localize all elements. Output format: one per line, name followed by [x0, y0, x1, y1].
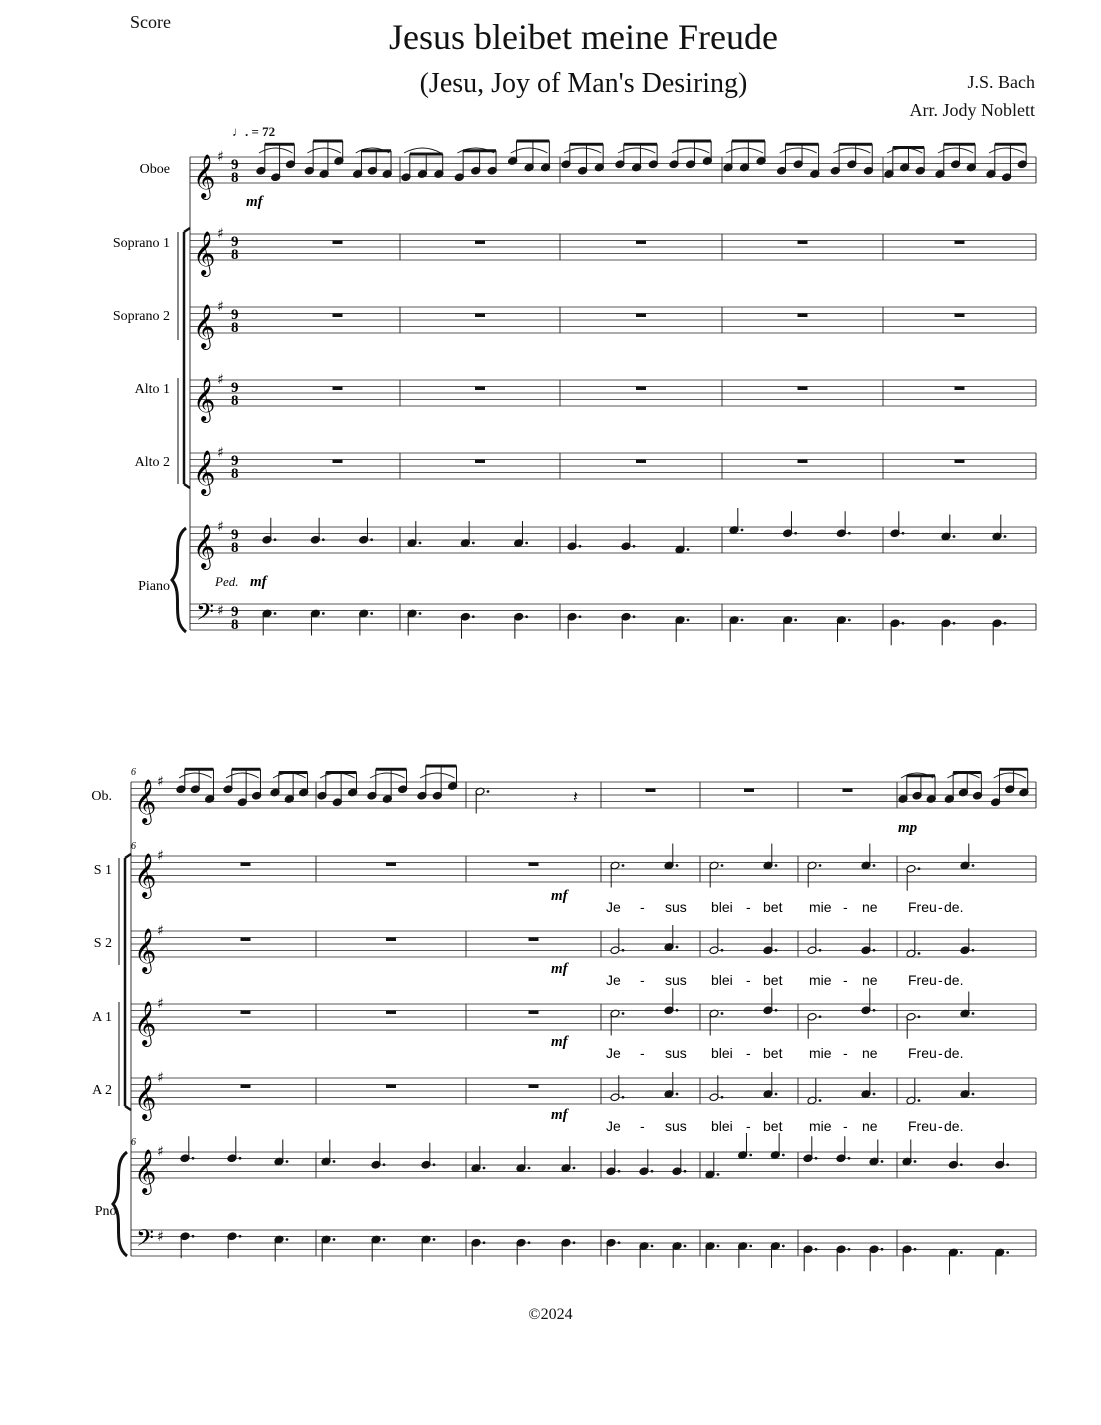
augmentation-dot — [972, 1012, 975, 1015]
lyric-syllable: bet — [763, 1118, 783, 1134]
augmentation-dot — [239, 1157, 242, 1160]
instrument-label: Ob. — [91, 789, 112, 804]
lyric-hyphen: - — [746, 1118, 751, 1134]
augmentation-dot — [192, 1235, 195, 1238]
augmentation-dot — [618, 1170, 621, 1173]
augmentation-dot — [676, 946, 679, 949]
system-1 — [113, 141, 1036, 645]
slur — [370, 773, 405, 778]
time-signature-bottom: 8 — [231, 540, 239, 556]
sharp-icon: ♯ — [157, 774, 164, 790]
augmentation-dot — [881, 1248, 884, 1251]
lyric-syllable: ne — [862, 1045, 878, 1061]
whole-rest — [636, 314, 646, 318]
augmentation-dot — [914, 1248, 917, 1251]
lyric-syllable: Freu — [908, 1118, 937, 1134]
augmentation-dot — [472, 542, 475, 545]
augmentation-dot — [333, 1238, 336, 1241]
lyric-syllable: Je — [606, 1045, 621, 1061]
lyric-syllable: sus — [665, 899, 687, 915]
treble-clef-icon: 𝄞 — [193, 304, 216, 348]
score-label: Score — [130, 12, 171, 32]
augmentation-dot — [918, 1099, 921, 1102]
sharp-icon: ♯ — [157, 996, 164, 1012]
augmentation-dot — [1006, 1251, 1009, 1254]
whole-rest — [636, 387, 646, 391]
sharp-icon: ♯ — [217, 519, 224, 535]
sharp-icon: ♯ — [157, 1229, 164, 1245]
bass-clef-icon: 𝄢 — [196, 598, 215, 631]
system-2 — [91, 766, 1036, 1275]
dynamic-mf: mf — [551, 961, 568, 977]
whole-rest — [333, 460, 343, 464]
augmentation-dot — [322, 538, 325, 541]
lyric-hyphen: - — [938, 1118, 943, 1134]
augmentation-dot — [902, 532, 905, 535]
augmentation-dot — [881, 1160, 884, 1163]
pedal-marking: Ped. — [215, 574, 239, 589]
augmentation-dot — [721, 1096, 724, 1099]
sharp-icon: ♯ — [217, 372, 224, 388]
time-signature-bottom: 8 — [231, 170, 239, 186]
lyric-syllable: de. — [944, 972, 964, 988]
augmentation-dot — [684, 1170, 687, 1173]
lyric-hyphen: - — [843, 1118, 848, 1134]
sharp-icon: ♯ — [217, 149, 224, 165]
augmentation-dot — [383, 1238, 386, 1241]
augmentation-dot — [848, 532, 851, 535]
piano-brace — [172, 528, 186, 632]
time-signature-bottom: 8 — [231, 466, 239, 482]
augmentation-dot — [717, 1173, 720, 1176]
title-text: Jesus bleibet meine Freude — [389, 17, 778, 57]
whole-rest — [386, 1085, 396, 1089]
instrument-label: Pno. — [94, 1204, 120, 1219]
augmentation-dot — [579, 545, 582, 548]
lyric-syllable: bet — [763, 899, 783, 915]
augmentation-dot — [633, 545, 636, 548]
sharp-icon: ♯ — [157, 923, 164, 939]
augmentation-dot — [676, 864, 679, 867]
slur — [994, 773, 1026, 778]
quarter-rest-icon: 𝄽 — [573, 787, 578, 806]
lyric-hyphen: - — [746, 899, 751, 915]
augmentation-dot — [483, 1241, 486, 1244]
augmentation-dot — [676, 1009, 679, 1012]
sharp-icon: ♯ — [157, 848, 164, 864]
choir-bracket — [184, 228, 190, 488]
lyric-syllable: mie — [809, 1118, 832, 1134]
augmentation-dot — [749, 1154, 752, 1157]
augmentation-dot — [960, 1163, 963, 1166]
lyric-syllable: Freu — [908, 972, 937, 988]
whole-rest — [529, 938, 539, 942]
augmentation-dot — [775, 1093, 778, 1096]
whole-rest — [241, 1085, 251, 1089]
whole-rest — [646, 789, 656, 793]
dynamic-mf: mf — [551, 1034, 568, 1050]
lyric-hyphen: - — [938, 972, 943, 988]
time-signature-bottom: 8 — [231, 320, 239, 336]
augmentation-dot — [794, 619, 797, 622]
lyric-syllable: bet — [763, 1045, 783, 1061]
whole-rest — [529, 863, 539, 867]
augmentation-dot — [775, 949, 778, 952]
treble-clef-icon: 𝄞 — [193, 524, 216, 568]
augmentation-dot — [819, 864, 822, 867]
sharp-icon: ♯ — [217, 299, 224, 315]
sharp-icon: ♯ — [157, 1070, 164, 1086]
time-signature-bottom: 8 — [231, 393, 239, 409]
lyric-hyphen: - — [843, 899, 848, 915]
whole-rest — [955, 241, 965, 245]
whole-rest — [798, 241, 808, 245]
augmentation-dot — [274, 538, 277, 541]
dynamic-mf: mf — [250, 574, 267, 590]
augmentation-dot — [573, 1167, 576, 1170]
augmentation-dot — [286, 1160, 289, 1163]
augmentation-dot — [1004, 622, 1007, 625]
whole-rest — [955, 460, 965, 464]
whole-rest — [798, 460, 808, 464]
treble-clef-icon: 𝄞 — [134, 1075, 157, 1119]
augmentation-dot — [687, 619, 690, 622]
slur — [420, 773, 455, 778]
treble-clef-icon: 𝄞 — [193, 450, 216, 494]
lyric-syllable: sus — [665, 972, 687, 988]
instrument-label: A 2 — [92, 1083, 112, 1098]
whole-rest — [241, 1011, 251, 1015]
whole-rest — [386, 938, 396, 942]
augmentation-dot — [819, 1099, 822, 1102]
whole-rest — [333, 387, 343, 391]
lyric-hyphen: - — [938, 899, 943, 915]
sharp-icon: ♯ — [157, 1144, 164, 1160]
augmentation-dot — [972, 864, 975, 867]
augmentation-dot — [622, 949, 625, 952]
instrument-label: Soprano 1 — [112, 236, 170, 251]
bass-clef-icon: 𝄢 — [136, 1224, 155, 1257]
whole-rest — [475, 387, 485, 391]
lyric-syllable: blei — [711, 899, 733, 915]
whole-rest — [241, 863, 251, 867]
augmentation-dot — [528, 1241, 531, 1244]
augmentation-dot — [528, 1167, 531, 1170]
whole-rest — [333, 241, 343, 245]
augmentation-dot — [782, 1245, 785, 1248]
treble-clef-icon: 𝄞 — [193, 377, 216, 421]
augmentation-dot — [684, 1245, 687, 1248]
whole-rest — [798, 314, 808, 318]
augmentation-dot — [873, 1009, 876, 1012]
whole-rest — [955, 314, 965, 318]
lyric-syllable: de. — [944, 1118, 964, 1134]
instrument-label: Alto 1 — [134, 382, 170, 397]
augmentation-dot — [651, 1170, 654, 1173]
instrument-label: Oboe — [139, 162, 170, 177]
lyric-syllable: Je — [606, 899, 621, 915]
lyric-syllable: mie — [809, 899, 832, 915]
augmentation-dot — [741, 619, 744, 622]
augmentation-dot — [819, 949, 822, 952]
arranger-credit: Arr. Jody Noblett — [909, 100, 1035, 120]
whole-rest — [386, 863, 396, 867]
augmentation-dot — [953, 535, 956, 538]
augmentation-dot — [873, 949, 876, 952]
augmentation-dot — [383, 1163, 386, 1166]
whole-rest — [636, 460, 646, 464]
augmentation-dot — [487, 790, 490, 793]
augmentation-dot — [741, 529, 744, 532]
augmentation-dot — [918, 952, 921, 955]
dynamic-mf: mf — [551, 888, 568, 904]
augmentation-dot — [848, 619, 851, 622]
tempo-marking: ♩. = 72 — [232, 124, 276, 139]
augmentation-dot — [972, 949, 975, 952]
augmentation-dot — [239, 1235, 242, 1238]
augmentation-dot — [525, 542, 528, 545]
augmentation-dot — [192, 1157, 195, 1160]
augmentation-dot — [370, 538, 373, 541]
augmentation-dot — [651, 1245, 654, 1248]
time-signature-bottom: 8 — [231, 617, 239, 633]
instrument-label: S 1 — [93, 863, 112, 878]
whole-rest — [636, 241, 646, 245]
lyric-syllable: Freu — [908, 1045, 937, 1061]
augmentation-dot — [633, 615, 636, 618]
whole-rest — [529, 1085, 539, 1089]
lyric-syllable: sus — [665, 1045, 687, 1061]
lyric-hyphen: - — [843, 1045, 848, 1061]
measure-number: 6 — [131, 1137, 136, 1148]
whole-rest — [475, 460, 485, 464]
augmentation-dot — [819, 1015, 822, 1018]
augmentation-dot — [419, 612, 422, 615]
measure-number: 6 — [131, 767, 136, 778]
whole-rest — [241, 938, 251, 942]
augmentation-dot — [794, 532, 797, 535]
augmentation-dot — [721, 949, 724, 952]
whole-rest — [475, 314, 485, 318]
augmentation-dot — [717, 1245, 720, 1248]
augmentation-dot — [579, 615, 582, 618]
augmentation-dot — [815, 1248, 818, 1251]
whole-rest — [475, 241, 485, 245]
instrument-label: Piano — [138, 579, 170, 594]
lyric-syllable: de. — [944, 899, 964, 915]
augmentation-dot — [721, 864, 724, 867]
time-signature-top: 9 — [231, 307, 239, 323]
lyric-syllable: ne — [862, 1118, 878, 1134]
lyric-syllable: sus — [665, 1118, 687, 1134]
lyric-syllable: blei — [711, 972, 733, 988]
augmentation-dot — [573, 1241, 576, 1244]
augmentation-dot — [622, 864, 625, 867]
slur — [226, 773, 259, 778]
time-signature-top: 9 — [231, 157, 239, 173]
augmentation-dot — [848, 1157, 851, 1160]
treble-clef-icon: 𝄞 — [193, 154, 216, 198]
augmentation-dot — [622, 1012, 625, 1015]
dynamic-mp: mp — [898, 820, 918, 836]
augmentation-dot — [972, 1093, 975, 1096]
augmentation-dot — [286, 1238, 289, 1241]
time-signature-top: 9 — [231, 380, 239, 396]
augmentation-dot — [622, 1096, 625, 1099]
lyric-syllable: Je — [606, 972, 621, 988]
augmentation-dot — [918, 867, 921, 870]
treble-clef-icon: 𝄞 — [193, 231, 216, 275]
augmentation-dot — [848, 1248, 851, 1251]
whole-rest — [798, 387, 808, 391]
whole-rest — [744, 789, 754, 793]
lyric-syllable: blei — [711, 1045, 733, 1061]
augmentation-dot — [721, 1012, 724, 1015]
lyric-syllable: mie — [809, 972, 832, 988]
sharp-icon: ♯ — [217, 226, 224, 242]
augmentation-dot — [333, 1160, 336, 1163]
augmentation-dot — [953, 622, 956, 625]
augmentation-dot — [873, 1093, 876, 1096]
treble-clef-icon: 𝄞 — [134, 853, 157, 897]
lyric-hyphen: - — [938, 1045, 943, 1061]
lyric-hyphen: - — [746, 972, 751, 988]
treble-clef-icon: 𝄞 — [134, 779, 157, 823]
lyric-hyphen: - — [640, 972, 645, 988]
sharp-icon: ♯ — [217, 603, 224, 619]
instrument-label: Alto 2 — [134, 455, 170, 470]
augmentation-dot — [433, 1163, 436, 1166]
augmentation-dot — [322, 612, 325, 615]
augmentation-dot — [274, 612, 277, 615]
augmentation-dot — [914, 1160, 917, 1163]
slur — [307, 148, 341, 153]
augmentation-dot — [618, 1241, 621, 1244]
time-signature-bottom: 8 — [231, 247, 239, 263]
measure-number: 6 — [131, 841, 136, 852]
lyric-syllable: ne — [862, 972, 878, 988]
augmentation-dot — [1004, 535, 1007, 538]
augmentation-dot — [483, 1167, 486, 1170]
augmentation-dot — [749, 1245, 752, 1248]
dynamic-mf: mf — [246, 194, 263, 210]
instrument-label: Soprano 2 — [112, 309, 170, 324]
augmentation-dot — [902, 622, 905, 625]
lyric-syllable: mie — [809, 1045, 832, 1061]
augmentation-dot — [525, 615, 528, 618]
lyric-syllable: ne — [862, 899, 878, 915]
slur — [179, 773, 212, 778]
lyric-hyphen: - — [640, 1118, 645, 1134]
lyric-syllable: blei — [711, 1118, 733, 1134]
instrument-label: A 1 — [92, 1010, 112, 1025]
instrument-label: S 2 — [93, 936, 112, 951]
augmentation-dot — [370, 612, 373, 615]
augmentation-dot — [918, 1015, 921, 1018]
dynamic-mf: mf — [551, 1107, 568, 1123]
augmentation-dot — [433, 1238, 436, 1241]
composer-credit: J.S. Bach — [967, 72, 1035, 92]
copyright-notice: ©2024 — [528, 1306, 573, 1323]
sharp-icon: ♯ — [217, 445, 224, 461]
lyric-hyphen: - — [843, 972, 848, 988]
slur — [259, 148, 293, 153]
augmentation-dot — [775, 1009, 778, 1012]
treble-clef-icon: 𝄞 — [134, 928, 157, 972]
subtitle-text: (Jesu, Joy of Man's Desiring) — [419, 68, 748, 99]
augmentation-dot — [1006, 1163, 1009, 1166]
time-signature-top: 9 — [231, 527, 239, 543]
lyric-syllable: bet — [763, 972, 783, 988]
lyric-hyphen: - — [640, 1045, 645, 1061]
augmentation-dot — [815, 1157, 818, 1160]
whole-rest — [529, 1011, 539, 1015]
augmentation-dot — [676, 1093, 679, 1096]
time-signature-top: 9 — [231, 604, 239, 620]
lyric-syllable: Je — [606, 1118, 621, 1134]
augmentation-dot — [687, 548, 690, 551]
augmentation-dot — [472, 615, 475, 618]
lyric-syllable: Freu — [908, 899, 937, 915]
treble-clef-icon: 𝄞 — [134, 1149, 157, 1193]
augmentation-dot — [419, 542, 422, 545]
whole-rest — [333, 314, 343, 318]
time-signature-top: 9 — [231, 453, 239, 469]
whole-rest — [955, 387, 965, 391]
treble-clef-icon: 𝄞 — [134, 1001, 157, 1045]
augmentation-dot — [775, 864, 778, 867]
whole-rest — [386, 1011, 396, 1015]
lyric-hyphen: - — [746, 1045, 751, 1061]
slur — [404, 148, 441, 153]
lyric-hyphen: - — [640, 899, 645, 915]
choir-bracket — [125, 854, 131, 1110]
time-signature-top: 9 — [231, 234, 239, 250]
whole-rest — [843, 789, 853, 793]
augmentation-dot — [960, 1251, 963, 1254]
augmentation-dot — [782, 1154, 785, 1157]
lyric-syllable: de. — [944, 1045, 964, 1061]
augmentation-dot — [873, 864, 876, 867]
